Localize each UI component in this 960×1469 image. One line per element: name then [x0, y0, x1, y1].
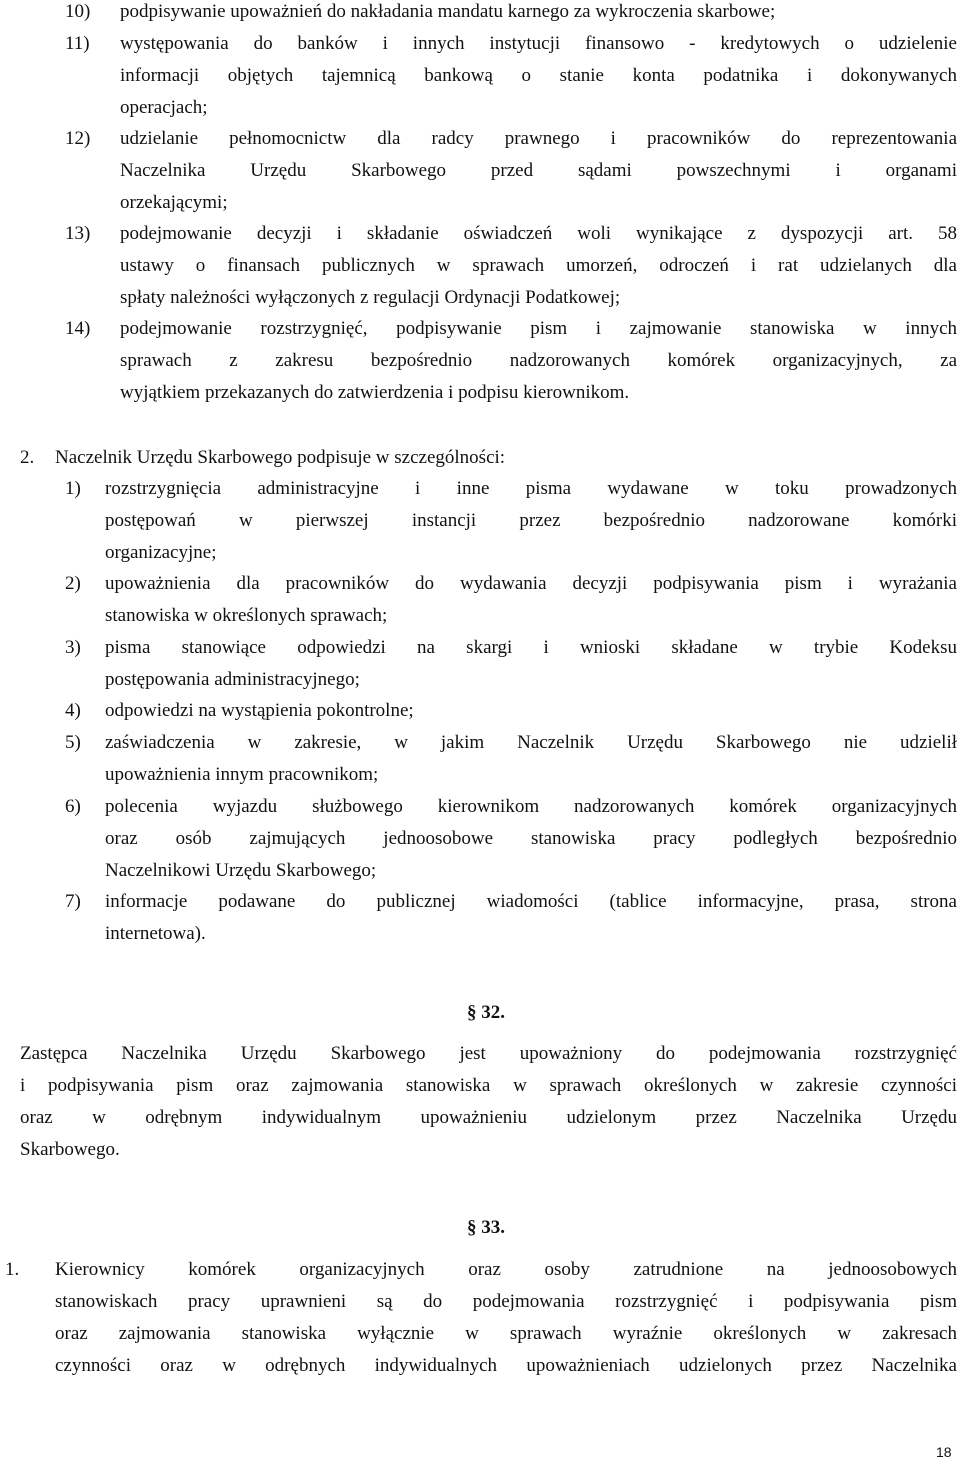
list-item-text: postępowań w pierwszej instancji przez bezpośrednio nadzorowane komórki — [105, 510, 957, 531]
paragraph-line: oraz w odrębnym indywidualnym upoważnieniu udzielonym przez Naczelnika Urzędu — [20, 1107, 957, 1128]
list-number: 3) — [65, 637, 81, 658]
list-item-text: postępowania administracyjnego; — [105, 669, 360, 690]
list-item-text: orzekającymi; — [120, 192, 228, 213]
paragraph-line: Kierownicy komórek organizacyjnych oraz osoby zatrudnione na jednoosobowych — [55, 1259, 957, 1280]
list-item-text: udzielanie pełnomocnictw dla radcy prawnego i pracowników do reprezentowania — [120, 128, 957, 149]
list-item-text: oraz osób zajmujących jednoosobowe stanowiska pracy podległych bezpośrednio — [105, 828, 957, 849]
list-number: 10) — [65, 1, 91, 22]
list-number: 7) — [65, 891, 81, 912]
list-number: 11) — [65, 33, 90, 54]
list-item-text: wyjątkiem przekazanych do zatwierdzenia i podpisu kierownikom. — [120, 382, 630, 403]
page-number: 18 — [936, 1444, 952, 1460]
list-number: 6) — [65, 796, 81, 817]
list-item-text: Naczelnika Urzędu Skarbowego przed sądami powszechnymi i organami — [120, 160, 957, 181]
point-text: Naczelnik Urzędu Skarbowego podpisuje w szczególności: — [55, 447, 506, 468]
paragraph-line: stanowiskach pracy uprawnieni są do podejmowania rozstrzygnięć i podpisywania pism — [55, 1291, 957, 1312]
list-item-text: upoważnienia dla pracowników do wydawania decyzji podpisywania pism i wyrażania — [105, 573, 957, 594]
list-item-text: informacje podawane do publicznej wiadomości (tablice informacyjne, prasa, strona — [105, 891, 957, 912]
paragraph-line: Skarbowego. — [20, 1139, 120, 1160]
section-heading-33: § 33. — [467, 1217, 505, 1238]
paragraph-line: czynności oraz w odrębnych indywidualnych upoważnieniach udzielonych przez Naczelnika — [55, 1355, 957, 1376]
list-item-text: stanowiska w określonych sprawach; — [105, 605, 388, 626]
list-item-text: operacjach; — [120, 97, 208, 118]
paragraph-line: oraz zajmowania stanowiska wyłącznie w sprawach wyraźnie określonych w zakresach — [55, 1323, 957, 1344]
list-number: 1) — [65, 478, 81, 499]
list-item-text: spłaty należności wyłączonych z regulacji Ordynacji Podatkowej; — [120, 287, 621, 308]
paragraph-line: i podpisywania pism oraz zajmowania stanowiska w sprawach określonych w zakresie czynności — [20, 1075, 957, 1096]
list-item-text: informacji objętych tajemnicą bankową o stanie konta podatnika i dokonywanych — [120, 65, 957, 86]
list-item-text: ustawy o finansach publicznych w sprawach umorzeń, odroczeń i rat udzielanych dla — [120, 255, 957, 276]
section-heading-32: § 32. — [467, 1002, 505, 1023]
list-item-text: zaświadczenia w zakresie, w jakim Naczelnik Urzędu Skarbowego nie udzielił — [105, 732, 957, 753]
list-item-text: Naczelnikowi Urzędu Skarbowego; — [105, 860, 377, 881]
list-item-text: pisma stanowiące odpowiedzi na skargi i wnioski składane w trybie Kodeksu — [105, 637, 957, 658]
list-number: 2) — [65, 573, 81, 594]
list-item-text: polecenia wyjazdu służbowego kierownikom nadzorowanych komórek organizacyjnych — [105, 796, 957, 817]
list-item-text: internetowa). — [105, 923, 206, 944]
paragraph-line: Zastępca Naczelnika Urzędu Skarbowego jest upoważniony do podejmowania rozstrzygnięć — [20, 1043, 957, 1064]
point-number: 2. — [20, 447, 35, 468]
list-item-text: sprawach z zakresu bezpośrednio nadzorowanych komórek organizacyjnych, za — [120, 350, 957, 371]
list-item-text: występowania do banków i innych instytucji finansowo - kredytowych o udzielenie — [120, 33, 957, 54]
list-number: 4) — [65, 700, 81, 721]
list-item-text: odpowiedzi na wystąpienia pokontrolne; — [105, 700, 414, 721]
list-number: 14) — [65, 318, 91, 339]
list-item-text: podejmowanie rozstrzygnięć, podpisywanie pism i zajmowanie stanowiska w innych — [120, 318, 957, 339]
list-item-text: organizacyjne; — [105, 542, 217, 563]
list-item-text: podpisywanie upoważnień do nakładania mandatu karnego za wykroczenia skarbowe; — [120, 1, 776, 22]
list-item-text: upoważnienia innym pracownikom; — [105, 764, 379, 785]
list-number: 13) — [65, 223, 91, 244]
list-item-text: rozstrzygnięcia administracyjne i inne pisma wydawane w toku prowadzonych — [105, 478, 957, 499]
point-number: 1. — [5, 1259, 20, 1280]
list-number: 5) — [65, 732, 81, 753]
section-32-paragraph — [20, 1038, 957, 1166]
list-number: 12) — [65, 128, 91, 149]
list-item-text: podejmowanie decyzji i składanie oświadczeń woli wynikające z dyspozycji art. 58 — [120, 223, 957, 244]
